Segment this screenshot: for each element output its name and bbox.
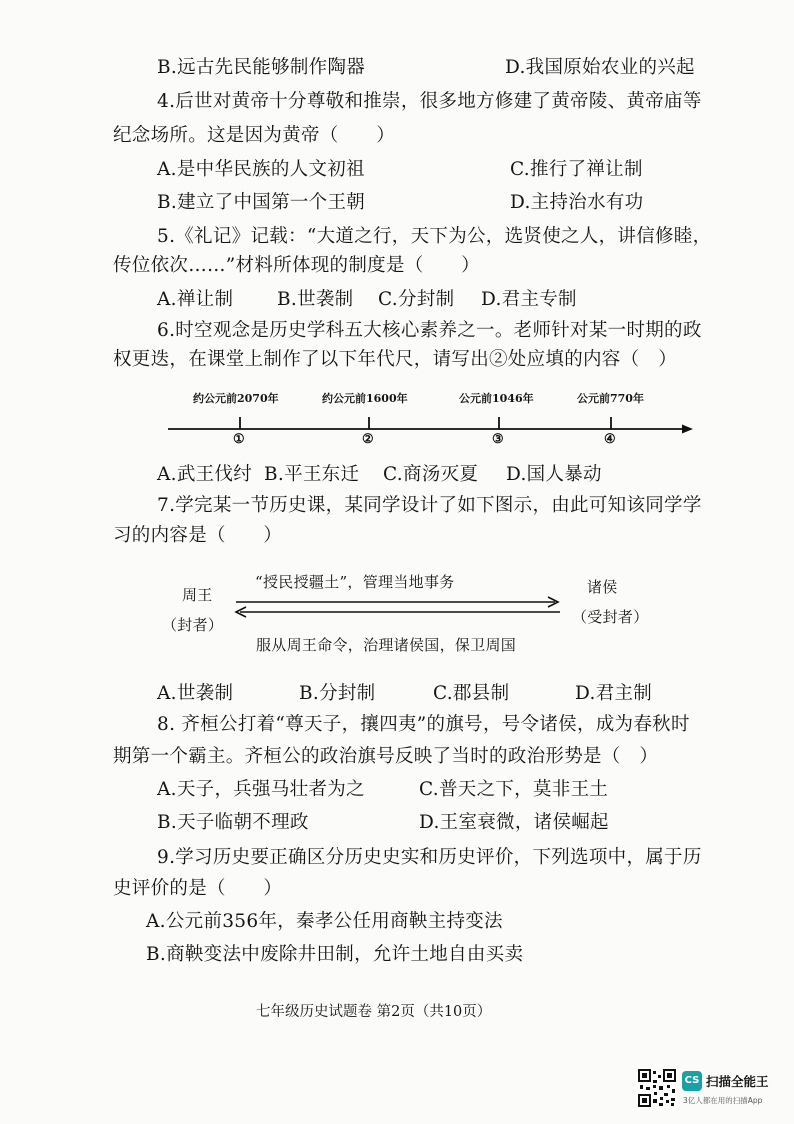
timeline-label-1: 约公元前2070年 — [193, 392, 279, 405]
timeline-marker-1: ① — [233, 432, 245, 447]
q5-stem-line2: 传位依次……”材料所体现的制度是（ ） — [113, 255, 480, 276]
diagram-left-name: 周王 — [182, 586, 213, 604]
q6-stem-line1: 6.时空观念是历史学科五大核心素养之一。老师针对某一时期的政 — [157, 320, 702, 341]
page-footer: 七年级历史试题卷 第2页（共10页） — [256, 1004, 492, 1020]
q9-stem-line2: 史评价的是（ ） — [113, 878, 283, 899]
timeline-marker-3: ③ — [492, 432, 504, 447]
q5-option-b: B.世袭制 — [277, 289, 354, 310]
q8-option-c: C.普天之下，莫非王土 — [419, 779, 609, 800]
cs-logo-icon: CS — [682, 1071, 702, 1091]
diagram-arrows — [230, 594, 570, 624]
timeline-label-2: 约公元前1600年 — [322, 392, 408, 405]
q4-stem-line2: 纪念场所。这是因为黄帝（ ） — [113, 125, 396, 146]
q5-option-c: C.分封制 — [378, 289, 455, 310]
diagram-bottom-text: 服从周王命令，治理诸侯国，保卫周国 — [256, 636, 517, 654]
q5-option-d: D.君主专制 — [481, 289, 577, 310]
q8-option-d: D.王室衰微，诸侯崛起 — [419, 812, 609, 833]
q6-option-b: B.平王东迁 — [264, 464, 360, 485]
timeline-label-3: 公元前1046年 — [459, 392, 534, 405]
q4-option-c: C.推行了禅让制 — [510, 159, 643, 180]
q7-option-a: A.世袭制 — [157, 683, 234, 704]
q6-option-c: C.商汤灭夏 — [383, 464, 479, 485]
q4-stem-line1: 4.后世对黄帝十分尊敬和推崇，很多地方修建了黄帝陵、黄帝庙等 — [157, 91, 702, 112]
scanner-app-tagline: 3亿人都在用的扫描App — [683, 1096, 763, 1105]
q4-option-a: A.是中华民族的人文初祖 — [157, 159, 365, 180]
q6-option-a: A.武王伐纣 — [157, 464, 253, 485]
scanner-app-name: 扫描全能王 — [706, 1074, 769, 1089]
qr-code-icon — [637, 1068, 677, 1108]
q5-option-a: A.禅让制 — [157, 289, 234, 310]
q7-stem-line2: 习的内容是（ ） — [113, 525, 283, 546]
prev-option-b: B.远古先民能够制作陶器 — [157, 57, 366, 78]
q7-stem-line1: 7.学完某一节历史课，某同学设计了如下图示，由此可知该同学学 — [157, 495, 702, 516]
diagram-right-name: 诸侯 — [587, 578, 618, 596]
q7-option-b: B.分封制 — [299, 683, 376, 704]
q9-option-a: A.公元前356年，秦孝公任用商鞅主持变法 — [146, 911, 503, 932]
q4-option-b: B.建立了中国第一个王朝 — [157, 192, 366, 213]
timeline-marker-4: ④ — [604, 432, 616, 447]
diagram-top-text: “授民授疆土”，管理当地事务 — [255, 573, 455, 591]
q8-option-b: B.天子临朝不理政 — [157, 812, 309, 833]
q8-stem-line1: 8. 齐桓公打着“尊天子，攘四夷”的旗号，号令诸侯，成为春秋时 — [157, 714, 690, 735]
q6-stem-line2: 权更迭，在课堂上制作了以下年代尺，请写出②处应填的内容（ ） — [113, 349, 678, 370]
timeline-marker-2: ② — [362, 432, 374, 447]
diagram-right-role: （受封者） — [572, 608, 649, 626]
timeline-label-4: 公元前770年 — [577, 392, 644, 405]
q6-option-d: D.国人暴动 — [506, 464, 602, 485]
bleed-through-text — [500, 120, 515, 141]
diagram-left-role: （封者） — [162, 616, 224, 634]
q8-stem-line2: 期第一个霸主。齐桓公的政治旗号反映了当时的政治形势是（ ） — [113, 746, 659, 767]
q9-stem-line1: 9.学习历史要正确区分历史史实和历史评价，下列选项中，属于历 — [157, 847, 702, 868]
prev-option-d: D.我国原始农业的兴起 — [505, 57, 695, 78]
q5-stem-line1: 5.《礼记》记载：“大道之行，天下为公，选贤使之人，讲信修睦， — [157, 226, 712, 247]
q7-option-d: D.君主制 — [575, 683, 653, 704]
q7-option-c: C.郡县制 — [433, 683, 510, 704]
q9-option-b: B.商鞅变法中废除井田制，允许土地自由买卖 — [146, 944, 524, 965]
q4-option-d: D.主持治水有功 — [510, 192, 644, 213]
scanner-badge — [637, 1068, 787, 1112]
q8-option-a: A.天子，兵强马壮者为之 — [157, 779, 365, 800]
